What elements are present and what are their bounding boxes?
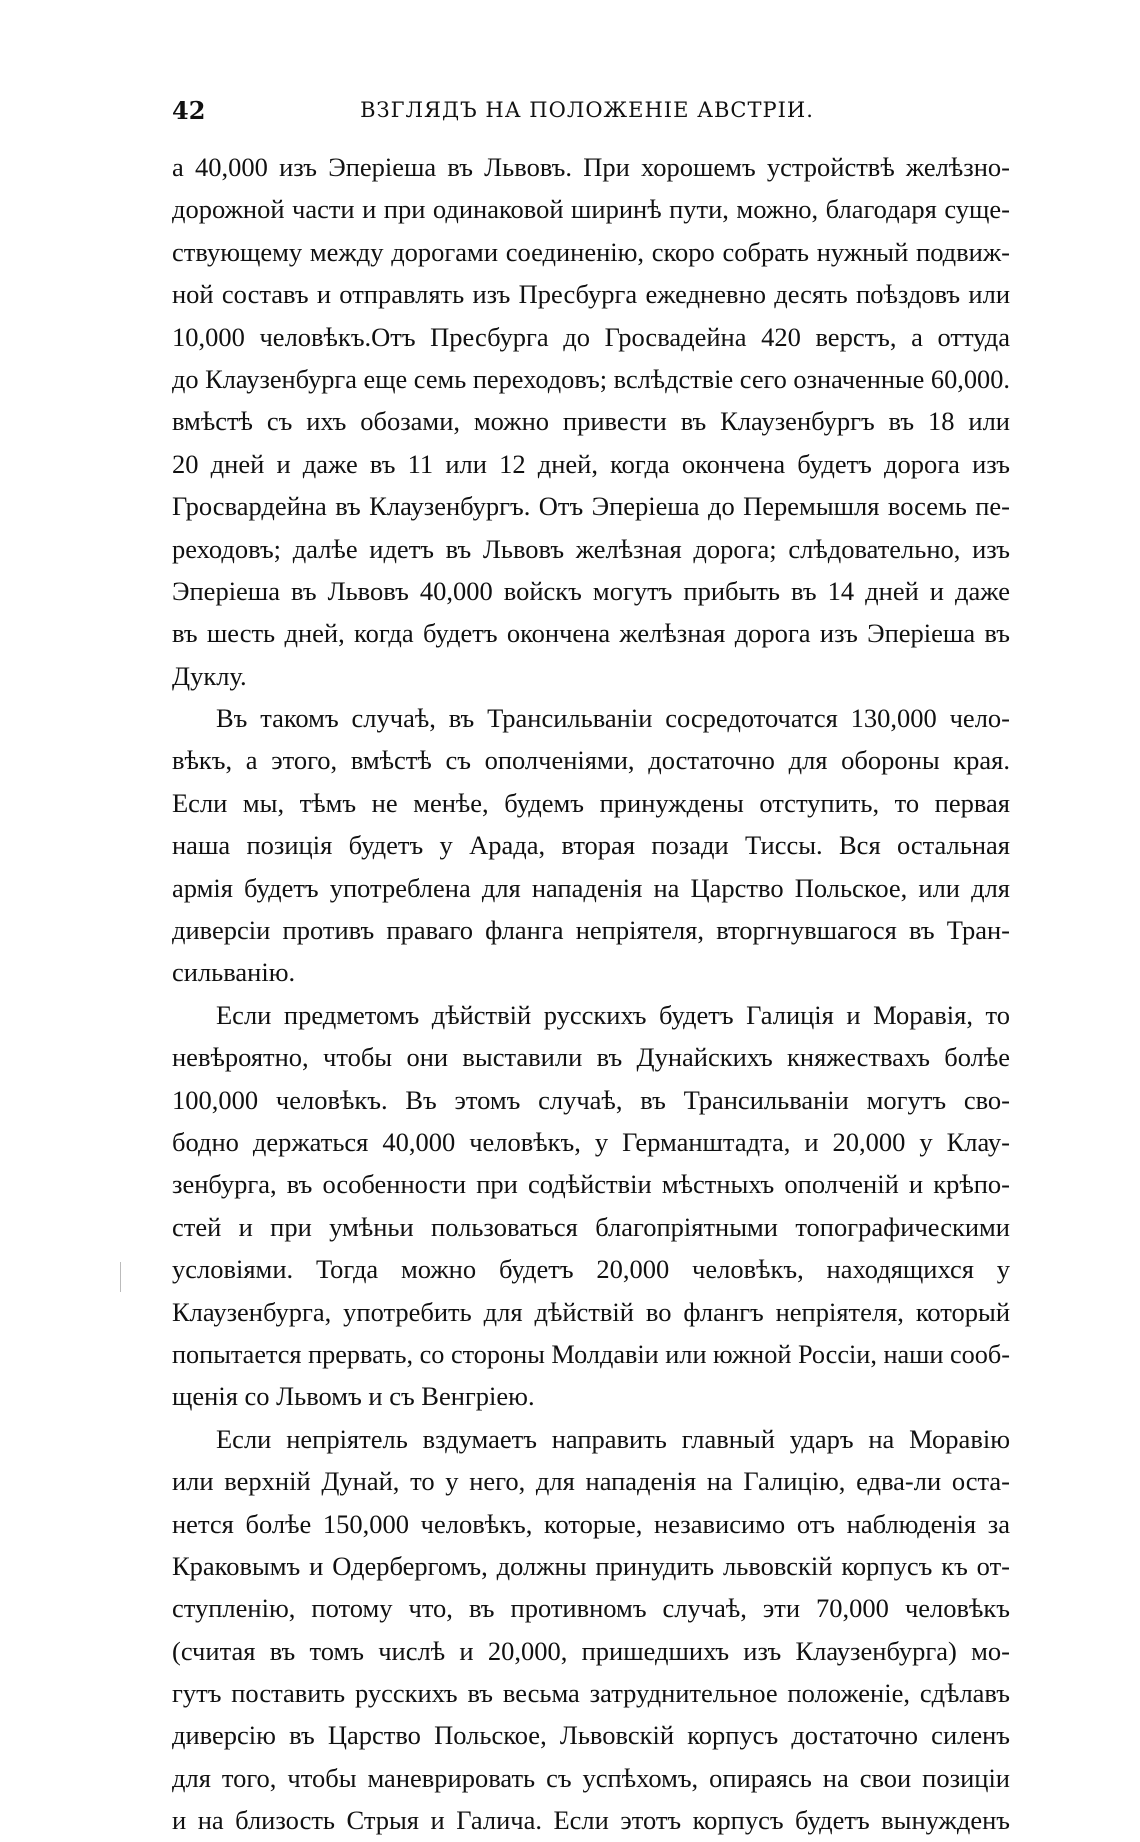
text-line: попытается прервать, со стороны Молдавіи или южной Россіи, наши сооб- — [172, 1338, 1011, 1369]
text-line: Гросвардейна въ Клаузенбургъ. Отъ Эперіеша до Перемышля восемь пе- — [172, 491, 1010, 522]
paragraph-start-line: Если непріятель вздумаетъ направить главный ударъ на Моравію — [216, 1423, 1010, 1454]
text-line: или верхній Дунай, то у него, для нападенія на Галицію, едва-ли оста- — [172, 1466, 1010, 1497]
text-line: гутъ поставить русскихъ въ весьма затруднительное положеніе, сдѣлавъ — [172, 1678, 1010, 1709]
text-line: 20 дней и даже въ 11 или 12 дней, когда окончена будетъ дорога изъ — [172, 448, 1010, 479]
text-line: невѣроятно, чтобы они выставили въ Дунайскихъ княжествахъ болѣе — [172, 1042, 1010, 1073]
text-line: щенія со Львомъ и съ Венгріею. — [172, 1381, 535, 1412]
body-text — [172, 146, 1010, 1842]
text-line: Если мы, тѣмъ не менѣе, будемъ принуждены отступить, то первая — [172, 787, 1010, 818]
text-line: вѣкъ, а этого, вмѣстѣ съ ополченіями, достаточно для обороны края. — [172, 745, 1010, 776]
text-line: бодно держаться 40,000 человѣкъ, у Германштадта, и 20,000 у Клау- — [172, 1126, 1010, 1157]
text-line: диверсіи противъ праваго фланга непріятеля, вторгнувшагося въ Тран- — [172, 915, 1010, 946]
text-line: и на близость Стрыя и Галича. Если этотъ корпусъ будетъ вынужденъ — [172, 1805, 1010, 1836]
text-line: Эперіеша въ Львовъ 40,000 войскъ могутъ прибыть въ 14 дней и даже — [172, 575, 1010, 606]
text-line: дорожной части и при одинаковой ширинѣ пути, можно, благодаря суще- — [172, 194, 1010, 225]
page-header — [172, 96, 1002, 126]
paragraph-start-line: Если предметомъ дѣйствій русскихъ будетъ Галиція и Моравія, то — [216, 999, 1010, 1030]
margin-mark — [120, 1262, 121, 1292]
text-line: диверсію въ Царство Польское, Львовскій корпусъ достаточно силенъ — [172, 1720, 1010, 1751]
page-number: 42 — [172, 96, 206, 125]
text-line: для того, чтобы маневрировать съ успѣхомъ, опираясь на свои позиціи — [172, 1762, 1010, 1793]
text-line: армія будетъ употреблена для нападенія на Царство Польское, или для — [172, 872, 1010, 903]
text-line: 10,000 человѣкъ.Отъ Пресбурга до Гросвадейна 420 верстъ, а оттуда — [172, 321, 1010, 352]
text-line: (считая въ томъ числѣ и 20,000, пришедшихъ изъ Клаузенбурга) мо- — [172, 1635, 1010, 1666]
text-line: Дуклу. — [172, 660, 247, 691]
text-line: Краковымъ и Одербергомъ, должны принудить львовскій корпусъ къ от- — [172, 1550, 1010, 1581]
running-title: ВЗГЛЯДЪ НА ПОЛОЖЕНІЕ АВСТРІИ. — [360, 98, 814, 122]
text-line: до Клаузенбурга еще семь переходовъ; вслѣдствіе сего означенные 60,000. — [172, 363, 1011, 394]
text-line: зенбурга, въ особенности при содѣйствіи мѣстныхъ ополченій и крѣпо- — [172, 1169, 1010, 1200]
text-line: въ шесть дней, когда будетъ окончена желѣзная дорога изъ Эперіеша въ — [172, 618, 1010, 649]
text-line: Клаузенбурга, употребить для дѣйствій во флангъ непріятеля, который — [172, 1296, 1010, 1327]
text-line: стей и при умѣньи пользоваться благопріятными топографическими — [172, 1211, 1010, 1242]
text-line: 100,000 человѣкъ. Въ этомъ случаѣ, въ Трансильваніи могутъ сво- — [172, 1084, 1010, 1115]
text-line: ствующему между дорогами соединенію, скоро собрать нужный подвиж- — [172, 236, 1010, 267]
text-line: нется болѣе 150,000 человѣкъ, которые, независимо отъ наблюденія за — [172, 1508, 1010, 1539]
text-line: сильванію. — [172, 957, 296, 988]
text-line: реходовъ; далѣе идетъ въ Львовъ желѣзная дорога; слѣдовательно, изъ — [172, 533, 1010, 564]
text-line: вмѣстѣ съ ихъ обозами, можно привести въ Клаузенбургъ въ 18 или — [172, 406, 1010, 437]
text-line: наша позиція будетъ у Арада, вторая позади Тиссы. Вся остальная — [172, 830, 1010, 861]
text-line: ной составъ и отправлять изъ Пресбурга ежедневно десять поѣздовъ или — [172, 279, 1010, 310]
text-line: а 40,000 изъ Эперіеша въ Львовъ. При хорошемъ устройствѣ желѣзно- — [172, 152, 1010, 182]
paragraph-start-line: Въ такомъ случаѣ, въ Трансильваніи сосредоточатся 130,000 чело- — [216, 703, 1010, 734]
text-line: ступленію, потому что, въ противномъ случаѣ, эти 70,000 человѣкъ — [172, 1593, 1010, 1624]
text-line: условіями. Тогда можно будетъ 20,000 человѣкъ, находящихся у — [172, 1254, 1010, 1285]
